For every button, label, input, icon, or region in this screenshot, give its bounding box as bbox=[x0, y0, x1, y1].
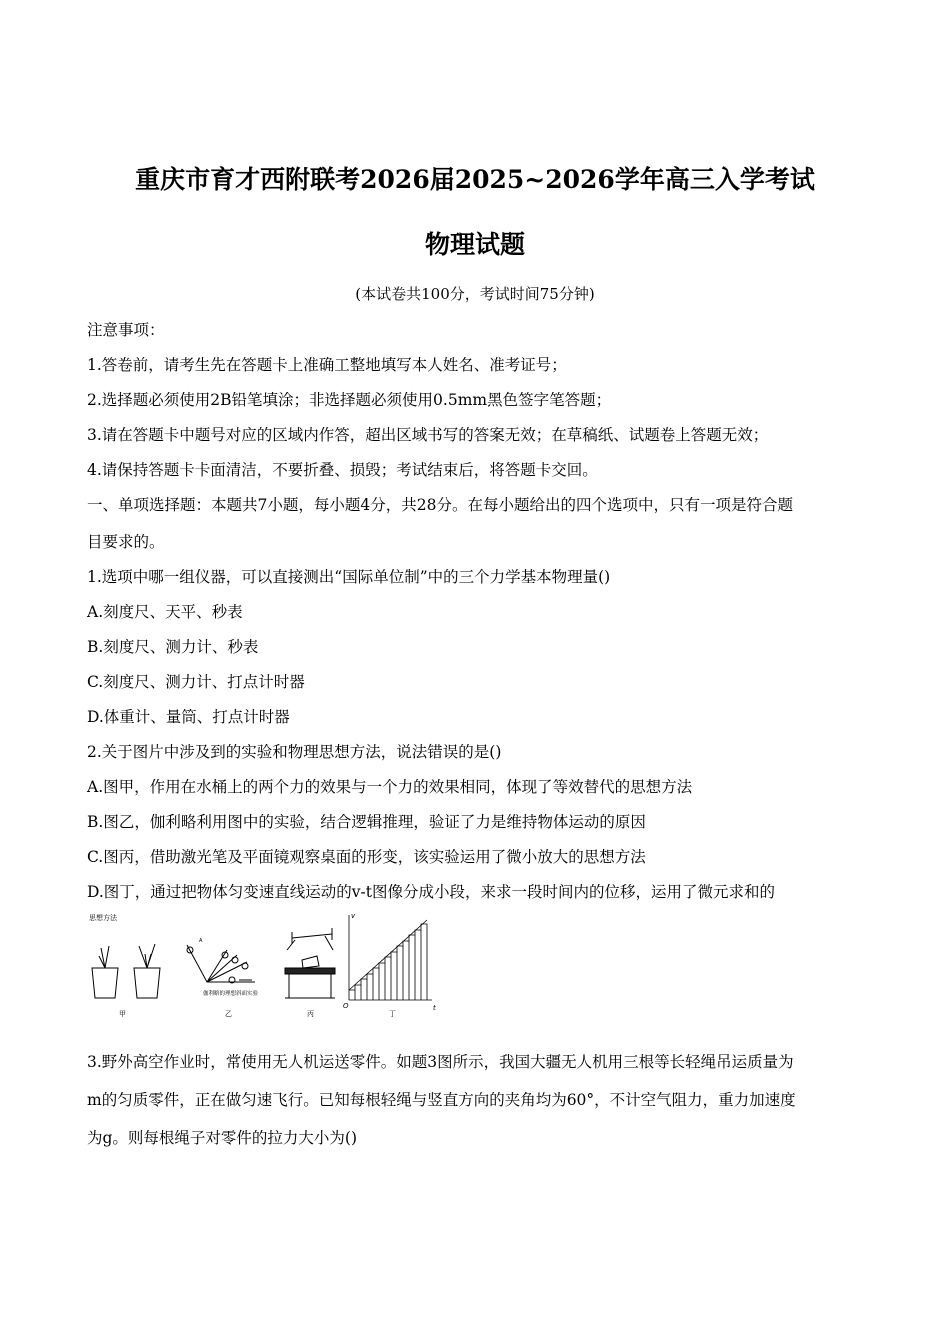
note-item: 2.选择题必须使用2B铅笔填涂；非选择题必须使用0.5mm黑色签字笔答题； bbox=[87, 391, 612, 409]
axis-origin-label: O bbox=[343, 1002, 349, 1010]
figure-yi bbox=[187, 945, 255, 983]
figure-ding bbox=[349, 915, 432, 1000]
figure-bing bbox=[285, 928, 335, 998]
question-2-option-a: A.图甲，作用在水桶上的两个力的效果与一个力的效果相同，体现了等效替代的思想方法 bbox=[87, 778, 693, 796]
note-item: 3.请在答题卡中题号对应的区域内作答，超出区域书写的答案无效；在草稿纸、试题卷上答题无效； bbox=[87, 426, 769, 444]
question-1-option-a: A.刻度尺、天平、秒表 bbox=[87, 603, 243, 621]
figure-label-ding: 丁 bbox=[389, 1010, 396, 1018]
section-heading: 一、单项选择题：本题共7小题，每小题4分，共28分。在每小题给出的四个选项中，只有一项是符合题 bbox=[87, 496, 793, 514]
question-2-stem: 2.关于图片中涉及到的实验和物理思想方法，说法错误的是() bbox=[87, 743, 502, 761]
note-item: 4.请保持答题卡卡面清洁，不要折叠、损毁；考试结束后，将答题卡交回。 bbox=[87, 461, 598, 479]
section-heading-cont: 目要求的。 bbox=[87, 533, 165, 551]
question-1-option-c: C.刻度尺、测力计、打点计时器 bbox=[87, 673, 305, 691]
question-2-option-c: C.图丙，借助激光笔及平面镜观察桌面的形变，该实验运用了微小放大的思想方法 bbox=[87, 848, 646, 866]
axis-t-label: t bbox=[433, 1004, 436, 1012]
question-1-stem: 1.选项中哪一组仪器，可以直接测出“国际单位制”中的三个力学基本物理量() bbox=[87, 568, 611, 586]
question-3-line: 3.野外高空作业时，常使用无人机运送零件。如题3图所示，我国大疆无人机用三根等长轻绳吊运质量为 bbox=[87, 1053, 794, 1071]
notes-heading: 注意事项： bbox=[87, 321, 165, 339]
question-2-figure bbox=[87, 910, 442, 1020]
question-2-option-d: D.图丁，通过把物体匀变速直线运动的v-t图像分成小段，来求一段时间内的位移，运用了微元求和的 bbox=[87, 883, 776, 901]
figure-label-yi: 乙 bbox=[225, 1010, 232, 1018]
question-1-option-b: B.刻度尺、测力计、秒表 bbox=[87, 638, 259, 656]
exam-info: (本试卷共100分，考试时间75分钟) bbox=[355, 285, 595, 303]
svg-text:A: A bbox=[199, 938, 203, 944]
exam-title: 重庆市育才西附联考2026届2025~2026学年高三入学考试 bbox=[135, 165, 815, 194]
figure-label-bing: 丙 bbox=[307, 1010, 314, 1018]
note-item: 1.答卷前，请考生先在答题卡上准确工整地填写本人姓名、准考证号； bbox=[87, 356, 567, 374]
question-1-option-d: D.体重计、量筒、打点计时器 bbox=[87, 708, 290, 726]
figure-caption-yi: 伽利略的理想斜面实验 bbox=[203, 991, 259, 997]
subject-title: 物理试题 bbox=[424, 230, 525, 259]
question-2-option-b: B.图乙，伽利略利用图中的实验，结合逻辑推理，验证了力是维持物体运动的原因 bbox=[87, 813, 646, 831]
figure-heading: 思想方法 bbox=[89, 914, 117, 922]
question-3-line: m的匀质零件，正在做匀速飞行。已知每根轻绳与竖直方向的夹角均为60°，不计空气阻力，重力加速度 bbox=[87, 1091, 796, 1109]
question-3-line: 为g。则每根绳子对零件的拉力大小为() bbox=[87, 1129, 358, 1147]
figure-label-jia: 甲 bbox=[119, 1010, 126, 1018]
axis-v-label: v bbox=[351, 912, 356, 920]
figure-jia bbox=[92, 944, 160, 998]
